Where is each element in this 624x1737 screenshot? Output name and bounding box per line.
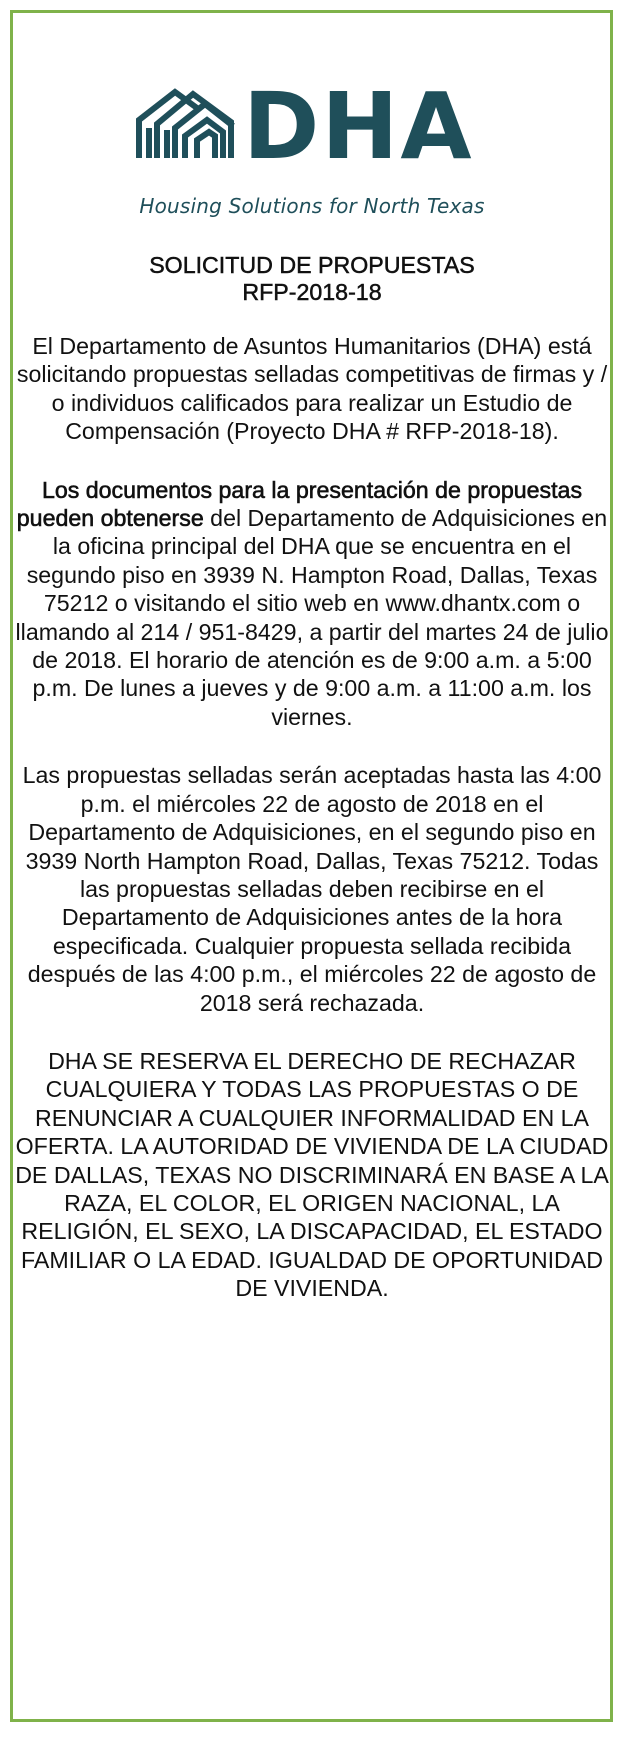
documents-text: del Departamento de Adquisiciones en la oficina principal del DHA que se encuentra en el segundo piso en 3939 N. Hampton Road, Dallas, Texas 75212 o visitando el sitio web en www.dhantx.com o llamando al 214 / 951-8429, a partir del martes 24 de julio de 2018. El horario de atención es de 9:00 a.m. a 5:00 p.m. De lunes a jueves y de 9:00 a.m. a 11:00 a.m. los viernes. [15, 505, 609, 730]
house-logo-icon [135, 80, 475, 195]
notice-rfp-number: RFP-2018-18 [242, 279, 382, 305]
notice-content [14, 252, 610, 1303]
disclaimer-paragraph: DHA SE RESERVA EL DERECHO DE RECHAZAR CUALQUIERA Y TODAS LAS PROPUESTAS O DE RENUNCIAR A CUALQUIER INFORMALIDAD EN LA OFERTA. LA AUTORIDAD DE VIVIENDA DE LA CIUDAD DE DALLAS, TEXAS NO DISCRIMINARÁ EN BASE A LA RAZA, EL COLOR, EL ORIGEN NACIONAL, LA RELIGIÓN, EL SEXO, LA DISCAPACIDAD, EL ESTADO FAMILIAR O LA EDAD. IGUALDAD DE OPORTUNIDAD DE VIVIENDA. [15, 1047, 609, 1302]
documents-bold-text: Los documentos para la presentación de propuestas pueden obtenerse [16, 476, 583, 532]
intro-paragraph: El Departamento de Asuntos Humanitarios (DHA) está solicitando propuestas selladas competitivas de firmas y / o individuos calificados para realizar un Estudio de Compensación (Proyecto DHA # RFP-2018-18). [16, 333, 608, 445]
logo-wordmark: DHA [243, 80, 474, 180]
logo-tagline: Housing Solutions for North Texas [139, 194, 485, 218]
deadline-paragraph: Las propuestas selladas serán aceptadas hasta las 4:00 p.m. el miércoles 22 de agosto de 2018 en el Departamento de Adquisiciones, en el segundo piso en 3939 North Hampton Road, Dallas, Texas 75212. Todas las propuestas selladas deben recibirse en el Departamento de Adquisiciones antes de la hora especificada. Cualquier propuesta sellada recibida después de las 4:00 p.m., el miércoles 22 de agosto de 2018 será rechazada. [22, 762, 602, 1016]
notice-title: SOLICITUD DE PROPUESTAS [149, 252, 475, 278]
documents-paragraph [14, 476, 610, 732]
